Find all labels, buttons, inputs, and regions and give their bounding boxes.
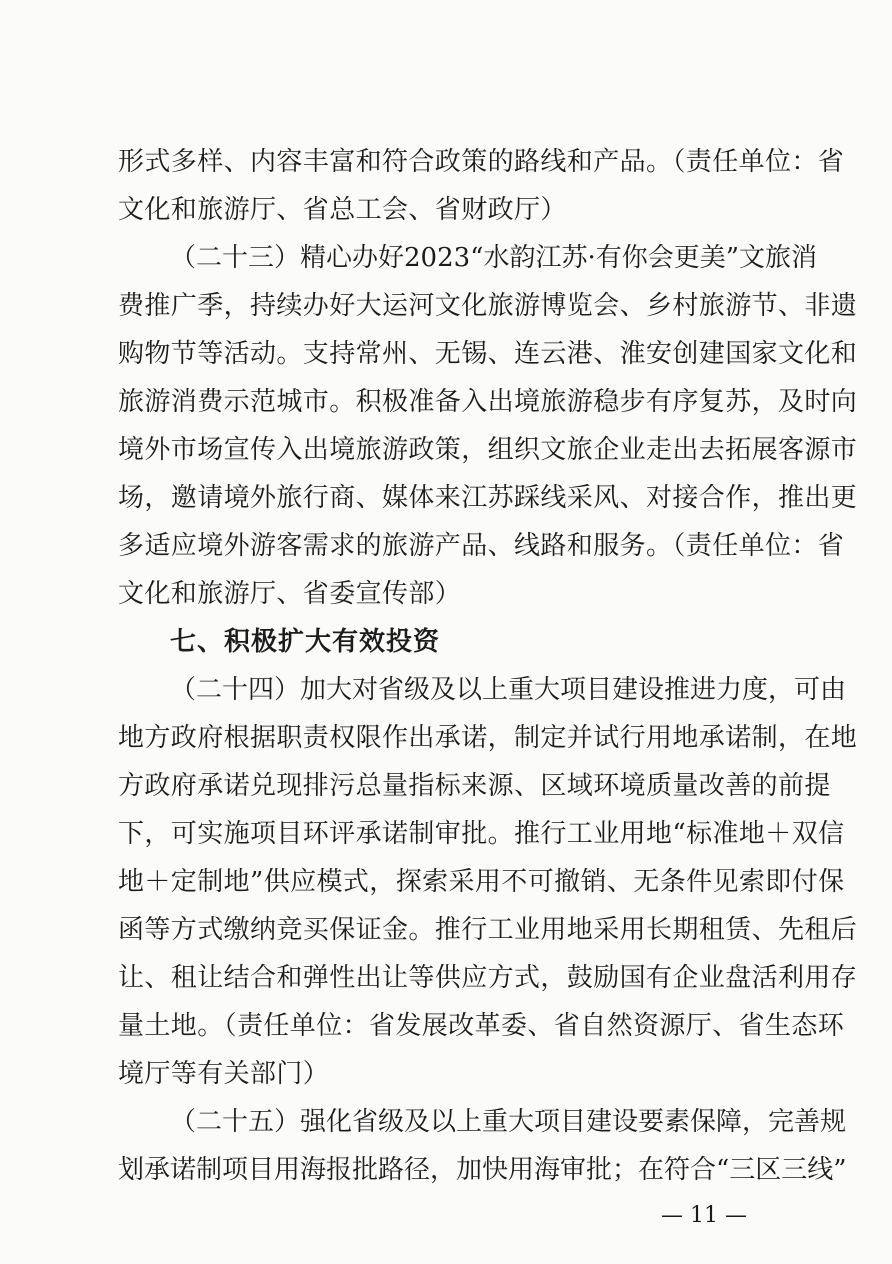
text-line: 下，可实施项目环评承诺制审批。推行工业用地“标准地＋双信 [118,819,845,849]
text-line: 多适应境外游客需求的旅游产品、线路和服务。（责任单位：省 [118,531,845,561]
text-line: 划承诺制项目用海报批路径，加快用海审批；在符合“三区三线” [118,1155,847,1185]
text-line: （二十三）精心办好2023“水韵江苏·有你会更美”文旅消 [170,243,818,273]
text-line: 地＋定制地”供应模式，探索采用不可撤销、无条件见索即付保 [118,867,845,897]
text-line: 方政府承诺兑现排污总量指标来源、区域环境质量改善的前提 [118,771,831,801]
text-line: 函等方式缴纳竞买保证金。推行工业用地采用长期租赁、先租后 [118,915,858,945]
text-line: （二十五）强化省级及以上重大项目建设要素保障，完善规 [170,1107,847,1137]
text-line: 境外市场宣传入出境旅游政策，组织文旅企业走出去拓展客源市 [118,435,858,465]
text-line: 费推广季，持续办好大运河文化旅游博览会、乡村旅游节、非遗 [118,291,858,321]
text-line: （二十四）加大对省级及以上重大项目建设推进力度，可由 [170,675,847,705]
text-line: 境厅等有关部门） [118,1059,330,1089]
text-line: 形式多样、内容丰富和符合政策的路线和产品。（责任单位：省 [118,147,845,177]
text-line: 旅游消费示范城市。积极准备入出境旅游稳步有序复苏，及时向 [118,387,858,417]
text-line: 让、租让结合和弹性出让等供应方式，鼓励国有企业盘活利用存 [118,963,858,993]
section-heading: 七、积极扩大有效投资 [170,627,441,657]
text-line: 地方政府根据职责权限作出承诺，制定并试行用地承诺制，在地 [118,723,858,753]
text-line: 文化和旅游厅、省委宣传部） [118,579,462,609]
text-line: 购物节等活动。支持常州、无锡、连云港、淮安创建国家文化和 [118,339,858,369]
text-line: 文化和旅游厅、省总工会、省财政厅） [118,195,567,225]
text-line: 场，邀请境外旅行商、媒体来江苏踩线采风、对接合作，推出更 [118,483,858,513]
text-line: 量土地。（责任单位：省发展改革委、省自然资源厅、省生态环 [118,1011,845,1041]
page-number: — 11 — [661,1203,747,1228]
